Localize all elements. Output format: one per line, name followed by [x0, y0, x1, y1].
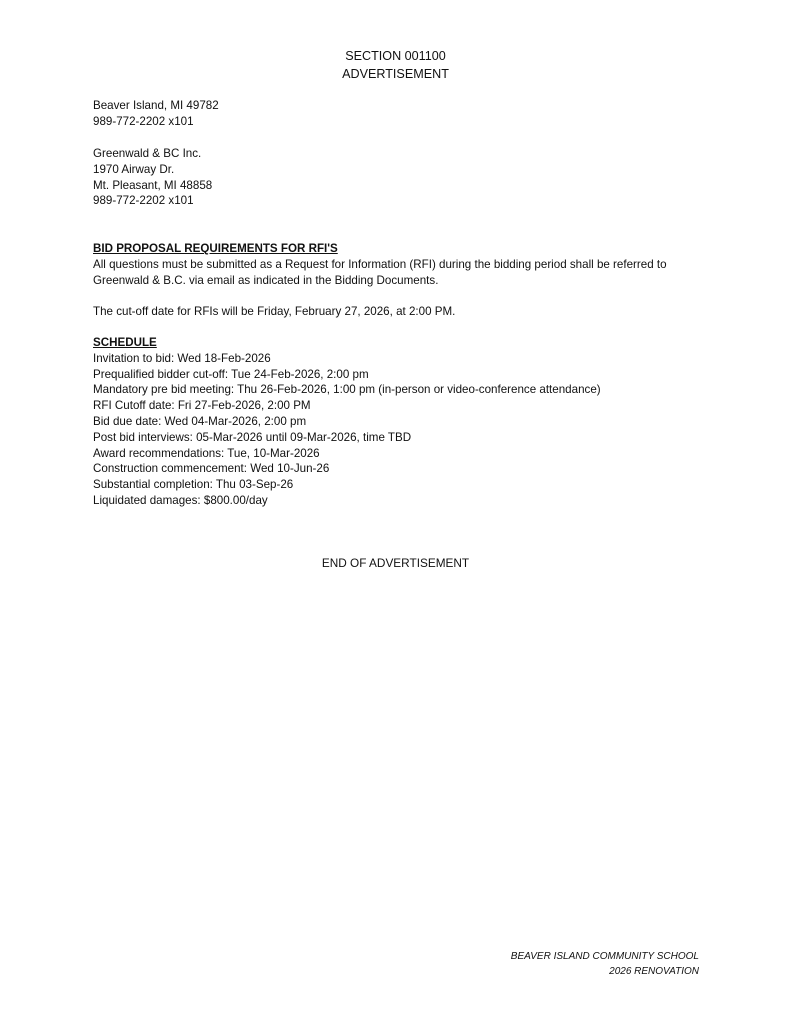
contractor-name: Greenwald & BC Inc. [93, 147, 202, 160]
end-of-advertisement: END OF ADVERTISEMENT [321, 556, 470, 570]
rfi-section [93, 241, 673, 288]
schedule-item: RFI Cutoff date: Fri 27-Feb-2026, 2:00 PM [93, 399, 311, 413]
schedule-item: Post bid interviews: 05-Mar-2026 until 09-Mar-2026, time TBD [93, 430, 412, 444]
section-header [0, 47, 791, 83]
rfi-body: All questions must be submitted as a Request for Information (RFI) during the bidding period shall be referred to Greenwald & B.C. via email as indicated in the Bidding Documents. [93, 257, 667, 287]
schedule-item: Liquidated damages: $800.00/day [93, 493, 268, 507]
schedule-item: Construction commencement: Wed 10-Jun-26 [93, 462, 330, 476]
schedule-section [93, 335, 703, 509]
contractor-street: 1970 Airway Dr. [93, 162, 175, 176]
schedule-item: Prequalified bidder cut-off: Tue 24-Feb-2026, 2:00 pm [93, 367, 369, 381]
schedule-item: Invitation to bid: Wed 18-Feb-2026 [93, 351, 271, 365]
schedule-heading: SCHEDULE [93, 336, 157, 349]
footer-project-name: 2026 RENOVATION [609, 966, 699, 977]
rfi-heading: BID PROPOSAL REQUIREMENTS FOR RFI'S [93, 242, 338, 255]
contractor-phone: 989-772-2202 x101 [93, 194, 194, 208]
owner-address: Beaver Island, MI 49782 [93, 99, 219, 112]
contractor-city: Mt. Pleasant, MI 48858 [93, 178, 213, 192]
section-number: SECTION 001100 [345, 49, 446, 63]
owner-address-block [93, 98, 703, 130]
section-title: ADVERTISEMENT [342, 67, 449, 81]
schedule-item: Substantial completion: Thu 03-Sep-26 [93, 478, 294, 492]
page-footer [511, 949, 699, 979]
owner-phone: 989-772-2202 x101 [93, 114, 194, 128]
footer-school-name: BEAVER ISLAND COMMUNITY SCHOOL [510, 951, 699, 962]
schedule-item: Mandatory pre bid meeting: Thu 26-Feb-2026, 1:00 pm (in-person or video-conference attendance) [93, 383, 601, 397]
rfi-cutoff: The cut-off date for RFIs will be Friday, February 27, 2026, at 2:00 PM. [93, 305, 456, 318]
rfi-cutoff-block [93, 304, 703, 320]
schedule-item: Bid due date: Wed 04-Mar-2026, 2:00 pm [93, 414, 307, 428]
schedule-item: Award recommendations: Tue, 10-Mar-2026 [93, 446, 320, 460]
contractor-address-block [93, 146, 703, 209]
